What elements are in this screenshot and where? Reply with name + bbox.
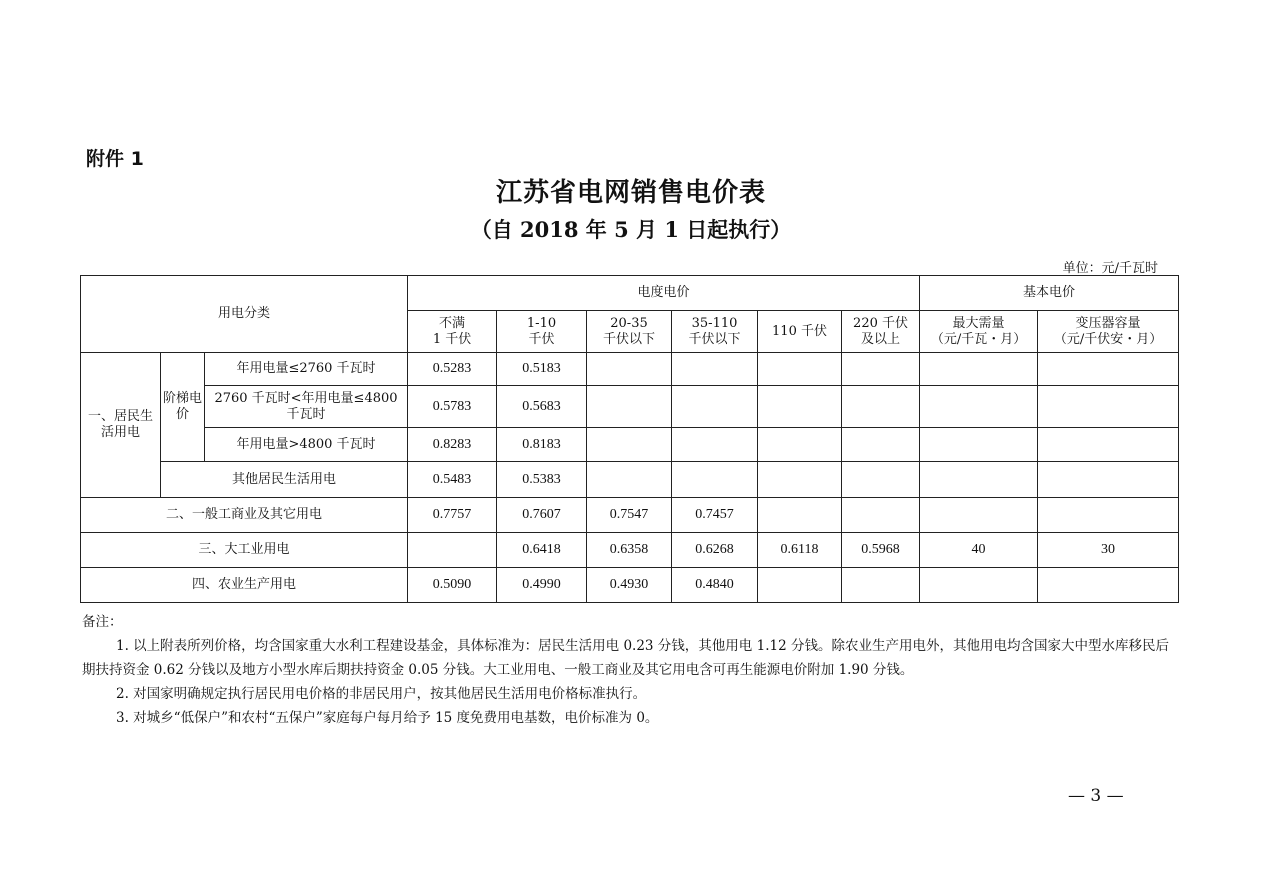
empty-cell: [1038, 462, 1179, 498]
empty-cell: [587, 462, 672, 498]
cell-value: [842, 568, 920, 603]
cell-value: [758, 498, 842, 533]
other-residential-label: 其他居民生活用电: [161, 462, 408, 498]
empty-cell: [1038, 353, 1179, 386]
document-subtitle: （自 2018 年 5 月 1 日起执行）: [470, 217, 792, 242]
price-table: [80, 275, 1179, 603]
residential-label: 一、居民生活用电: [81, 353, 161, 498]
header-basic-demand: 最大需量 （元/千瓦・月）: [920, 311, 1038, 353]
empty-cell: [587, 386, 672, 428]
cell-value: 0.4990: [497, 568, 587, 603]
table-row: [81, 462, 1179, 498]
header-voltage: 220 千伏 及以上: [842, 311, 920, 353]
page-number: — 3 —: [1068, 786, 1124, 806]
cell-value: 0.7757: [408, 498, 497, 533]
empty-cell: [920, 462, 1038, 498]
empty-cell: [842, 428, 920, 462]
empty-cell: [842, 462, 920, 498]
cell-value: 0.5383: [497, 462, 587, 498]
cell-value: 0.5968: [842, 533, 920, 568]
unit-label: 单位：元/千瓦时: [1062, 261, 1158, 276]
row-label: 四、农业生产用电: [81, 568, 408, 603]
cell-value: 0.5183: [497, 353, 587, 386]
empty-cell: [920, 353, 1038, 386]
cell-value: [920, 568, 1038, 603]
header-energy-price: 电度电价: [408, 276, 920, 311]
empty-cell: [672, 353, 758, 386]
cell-value: [408, 533, 497, 568]
row-label: 三、大工业用电: [81, 533, 408, 568]
cell-value: [1038, 568, 1179, 603]
table-row: [81, 353, 1179, 386]
cell-value: [758, 568, 842, 603]
tier-label-1: 年用电量≤2760 千瓦时: [205, 353, 408, 386]
cell-value: 40: [920, 533, 1038, 568]
empty-cell: [587, 353, 672, 386]
empty-cell: [758, 462, 842, 498]
empty-cell: [920, 386, 1038, 428]
empty-cell: [842, 386, 920, 428]
cell-value: 0.8183: [497, 428, 587, 462]
cell-value: 0.7607: [497, 498, 587, 533]
cell-value: 0.5783: [408, 386, 497, 428]
empty-cell: [920, 428, 1038, 462]
cell-value: 0.7457: [672, 498, 758, 533]
document-title: 江苏省电网销售电价表: [495, 178, 766, 208]
empty-cell: [758, 386, 842, 428]
table-row: [81, 498, 1179, 533]
table-row: [81, 386, 1179, 428]
cell-value: 30: [1038, 533, 1179, 568]
header-voltage: 35-110 千伏以下: [672, 311, 758, 353]
tier-label-3: 年用电量>4800 千瓦时: [205, 428, 408, 462]
cell-value: 0.5283: [408, 353, 497, 386]
header-voltage: 1-10 千伏: [497, 311, 587, 353]
cell-value: 0.5090: [408, 568, 497, 603]
cell-value: 0.5683: [497, 386, 587, 428]
table-row: [81, 428, 1179, 462]
cell-value: 0.4930: [587, 568, 672, 603]
tier-label: 阶梯电价: [161, 353, 205, 462]
table-row: [81, 533, 1179, 568]
empty-cell: [1038, 386, 1179, 428]
header-voltage: 110 千伏: [758, 311, 842, 353]
cell-value: 0.4840: [672, 568, 758, 603]
header-voltage: 不满 1 千伏: [408, 311, 497, 353]
cell-value: 0.6358: [587, 533, 672, 568]
empty-cell: [672, 428, 758, 462]
empty-cell: [587, 428, 672, 462]
empty-cell: [672, 386, 758, 428]
note-item-3: 3. 对城乡“低保户”和农村“五保户”家庭每户每月给予 15 度免费用电基数，电价标准为 0。: [116, 710, 659, 726]
attachment-label: 附件 1: [86, 148, 144, 170]
note-item-1: 1. 以上附表所列价格，均含国家重大水利工程建设基金，具体标准为：居民生活用电 0.23 分钱，其他用电 1.12 分钱。除农业生产用电外，其他用电均含国家大中型水库移民后期扶持资金 0.62 分钱以及地方小型水库后期扶持资金 0.05 分钱。大工业用电、一般工商业及其它用电含可再生能源电价附加 1.90 分钱。: [82, 638, 1169, 678]
notes-section: [82, 610, 1182, 730]
notes-heading: 备注：: [82, 614, 123, 630]
cell-value: 0.6418: [497, 533, 587, 568]
header-basic-price: 基本电价: [920, 276, 1179, 311]
empty-cell: [842, 353, 920, 386]
empty-cell: [1038, 428, 1179, 462]
empty-cell: [758, 428, 842, 462]
empty-cell: [758, 353, 842, 386]
cell-value: 0.7547: [587, 498, 672, 533]
cell-value: [842, 498, 920, 533]
cell-value: 0.8283: [408, 428, 497, 462]
empty-cell: [672, 462, 758, 498]
header-category: 用电分类: [81, 276, 408, 353]
header-voltage: 20-35 千伏以下: [587, 311, 672, 353]
cell-value: [920, 498, 1038, 533]
table-row: [81, 568, 1179, 603]
header-basic-transformer: 变压器容量 （元/千伏安・月）: [1038, 311, 1179, 353]
row-label: 二、一般工商业及其它用电: [81, 498, 408, 533]
cell-value: 0.6118: [758, 533, 842, 568]
note-item-2: 2. 对国家明确规定执行居民用电价格的非居民用户，按其他居民生活用电价格标准执行。: [116, 686, 647, 702]
cell-value: 0.5483: [408, 462, 497, 498]
tier-label-2: 2760 千瓦时<年用电量≤4800 千瓦时: [205, 386, 408, 428]
cell-value: [1038, 498, 1179, 533]
cell-value: 0.6268: [672, 533, 758, 568]
